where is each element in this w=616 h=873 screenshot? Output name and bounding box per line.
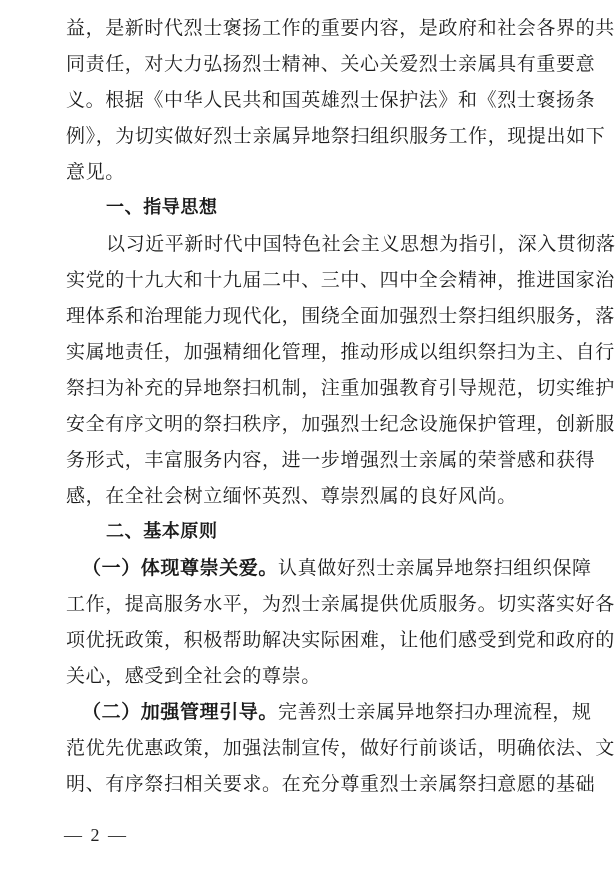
paragraph-line: 祭扫为补充的异地祭扫机制，注重加强教育引导规范，切实维护 [66,377,615,399]
item-title: （二）加强管理引导。 [82,701,279,723]
paragraph-line: 务形式，丰富服务内容，进一步增强烈士亲属的荣誉感和获得 [66,449,596,471]
section-heading: 一、指导思想 [106,197,218,218]
paragraph-line: 明、有序祭扫相关要求。在充分尊重烈士亲属祭扫意愿的基础 [66,773,596,795]
item-first-line [82,554,592,582]
paragraph-line: 意见。 [66,161,125,183]
paragraph-line: 范优先优惠政策，加强法制宣传，做好行前谈话，明确依法、文 [66,737,615,759]
paragraph-line: 实属地责任，加强精细化管理，推动形成以组织祭扫为主、自行 [66,341,615,363]
paragraph-line: 实党的十九大和十九届二中、三中、四中全会精神，推进国家治 [66,269,615,291]
item-text: 认真做好烈士亲属异地祭扫组织保障 [278,557,592,579]
section-heading: 二、基本原则 [106,521,218,542]
paragraph-line: 感，在全社会树立缅怀英烈、尊崇烈属的良好风尚。 [66,485,517,507]
paragraph-line: 义。根据《中华人民共和国英雄烈士保护法》和《烈士褒扬条 [66,89,596,111]
paragraph-line: 项优抚政策，积极帮助解决实际困难，让他们感受到党和政府的 [66,629,615,651]
item-title: （一）体现尊崇关爱。 [82,557,279,579]
page-number: — 2 — [64,825,128,845]
paragraph-line: 关心，感受到全社会的尊崇。 [66,665,321,687]
paragraph-line: 益，是新时代烈士褒扬工作的重要内容，是政府和社会各界的共 [66,17,615,39]
item-first-line [82,698,592,726]
paragraph-line: 以习近平新时代中国特色社会主义思想为指引，深入贯彻落 [106,233,616,255]
paragraph-line: 工作，提高服务水平，为烈士亲属提供优质服务。切实落实好各 [66,593,615,615]
paragraph-line: 安全有序文明的祭扫秩序，加强烈士纪念设施保护管理，创新服 [66,413,615,435]
paragraph-line: 理体系和治理能力现代化，围绕全面加强烈士祭扫组织服务，落 [66,305,615,327]
paragraph-line: 例》，为切实做好烈士亲属异地祭扫组织服务工作，现提出如下 [66,125,606,147]
paragraph-line: 同责任，对大力弘扬烈士精神、关心关爱烈士亲属具有重要意 [66,53,596,75]
item-text: 完善烈士亲属异地祭扫办理流程，规 [278,701,592,723]
